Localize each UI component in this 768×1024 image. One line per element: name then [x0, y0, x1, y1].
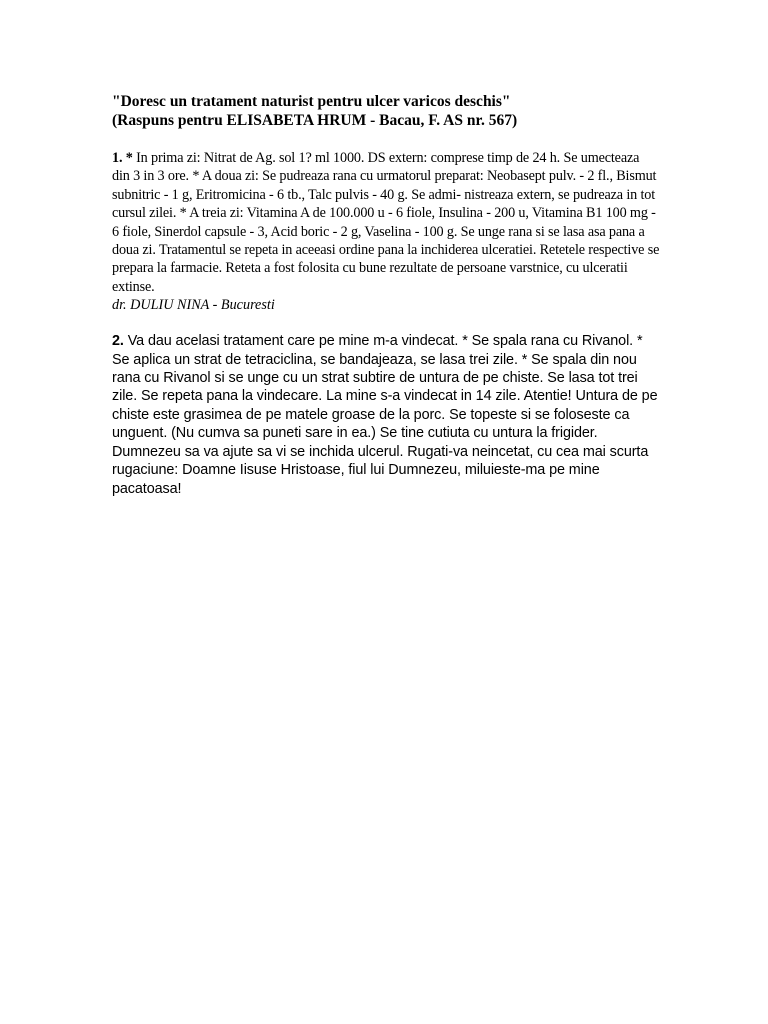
- answer-2-paragraph: [112, 332, 660, 442]
- answer-2-text: Va dau acelasi tratament care pe mine m-a vindecat. * Se spala rana cu Rivanol. * Se aplica un strat de tetraciclina, se bandajeaza, se lasa trei zile. * Se spala din nou rana cu Rivanol si se unge cu un strat subtire de untura de pe chiste. Se lasa tot trei zile. Se repeta pana la vindecare. La mine s-a vindecat in 14 zile. Atentie! Untura de pe chiste este grasimea de pe matele groase de la porc. Se topeste si se foloseste ca unguent. (Nu cumva sa puneti sare in ea.) Se tine cutiuta cu untura la frigider.: [112, 333, 658, 442]
- answer-1-number: 1. *: [112, 150, 133, 166]
- answer-1-text: In prima zi: Nitrat de Ag. sol 1? ml 1000. DS extern: comprese timp de 24 h. Se umecteaza din 3 in 3 ore. * A doua zi: Se pudreaza rana cu urmatorul preparat: Neobasept pulv. - 2 fl., Bismut subnitric - 1 g, Eritromicina - 6 tb., Talc pulvis - 40 g. Se admi- nistreaza extern, se pudreaza in tot cursul zilei. * A treia zi: Vitamina A de 100.000 u - 6 fiole, Insulina - 200 u, Vitamina B1 100 mg - 6 fiole, Sinerdol capsule - 3, Acid boric - 2 g, Vaselina - 100 g. Se unge rana si se lasa asa pana a doua zi. Tratamentul se repeta in aceeasi ordine pana la inchiderea ulceratiei. Retetele respective se prepara la farmacie. Reteta a fost folosita cu bune rezultate de persoane varstnice, cu ulceratii extinse.: [112, 150, 660, 295]
- answer-2-number: 2.: [112, 333, 124, 350]
- document-page: [112, 92, 660, 498]
- article-title: "Doresc un tratament naturist pentru ulcer varicos deschis": [112, 93, 511, 110]
- answer-1-author: dr. DULIU NINA - Bucuresti: [112, 297, 275, 314]
- answer-2-closing: Dumnezeu sa va ajute sa vi se inchida ulcerul. Rugati-va neincetat, cu cea mai scurta rugaciune: Doamne Iisuse Hristoase, fiul lui Dumnezeu, miluieste-ma pe mine pacatoasa!: [112, 443, 649, 497]
- answer-1-paragraph: [112, 149, 660, 296]
- article-subtitle: (Raspuns pentru ELISABETA HRUM - Bacau, F. AS nr. 567): [112, 112, 518, 129]
